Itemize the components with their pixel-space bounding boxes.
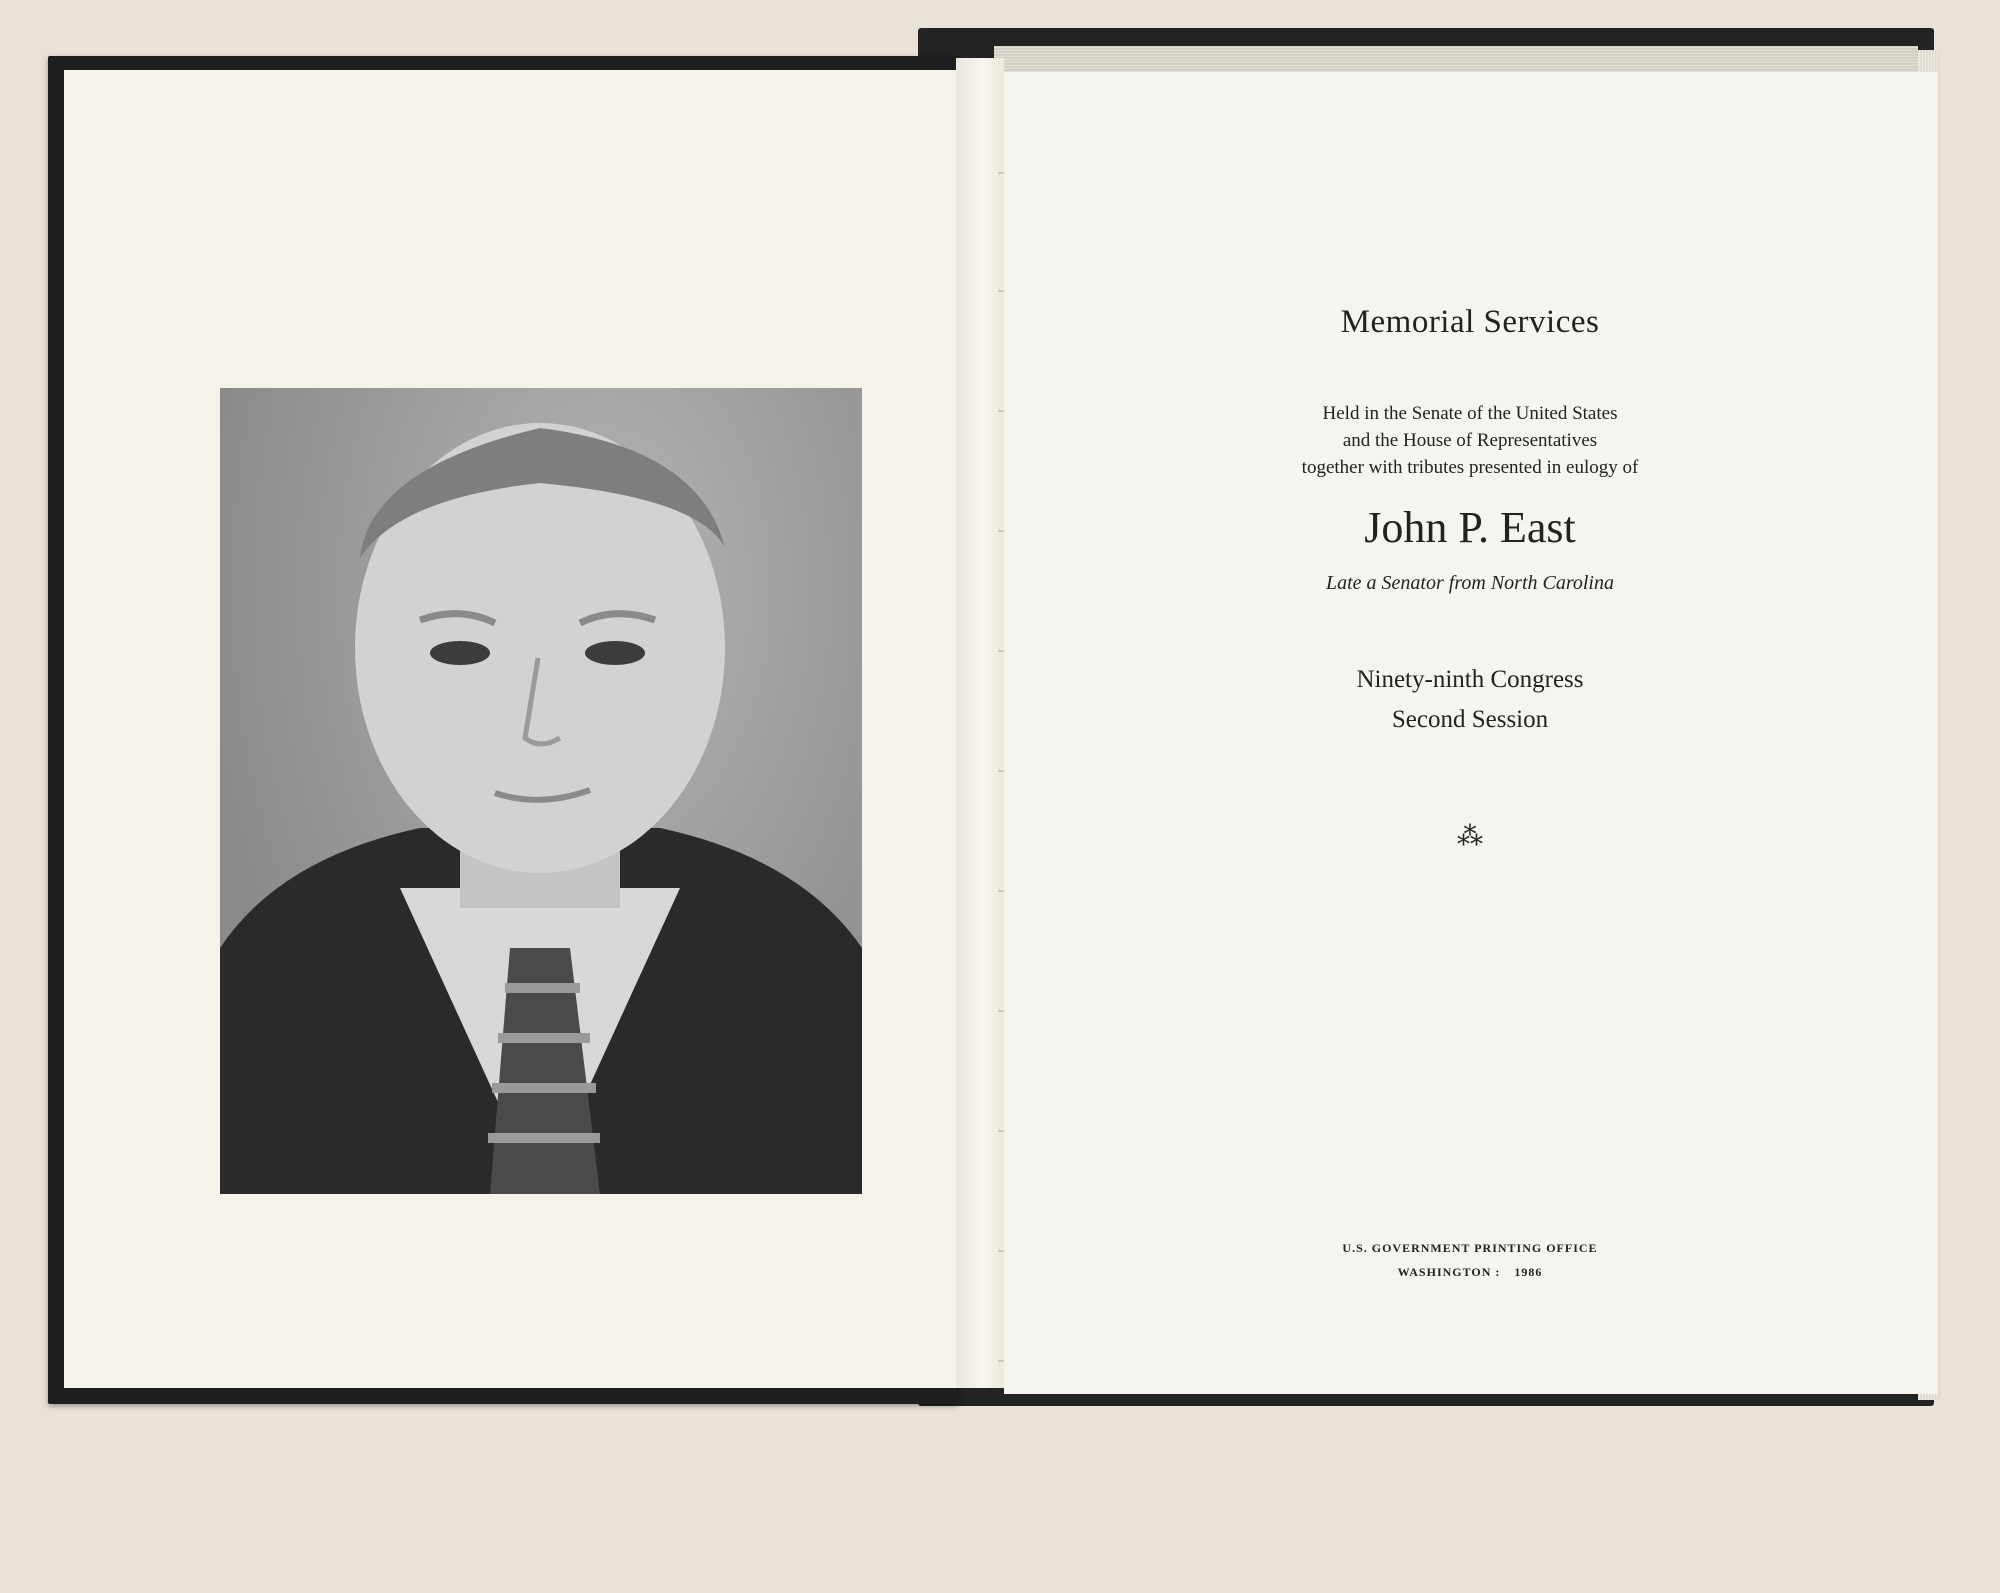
binding-stitch [998, 1360, 1004, 1362]
book-gutter [956, 58, 1004, 1388]
portrait-illustration [220, 388, 862, 1194]
held-line-2: and the House of Representatives [1342, 430, 1598, 451]
portrait-photo [220, 388, 862, 1194]
publisher-place-year [1160, 1260, 1780, 1284]
held-in-text [1160, 400, 1780, 481]
title-memorial-services: Memorial Services [1340, 304, 1600, 340]
publisher-name: U.S. GOVERNMENT PRINTING OFFICE [1342, 1241, 1598, 1255]
binding-stitch [998, 172, 1004, 174]
binding-stitch [998, 890, 1004, 892]
binding-stitch [998, 770, 1004, 772]
session-line: Second Session [1391, 706, 1549, 733]
binding-stitch [998, 410, 1004, 412]
binding-stitch [998, 1250, 1004, 1252]
congress-session [1160, 660, 1780, 740]
held-line-1: Held in the Senate of the United States [1322, 403, 1618, 424]
page-stack-top [994, 46, 1918, 74]
publisher-imprint [1160, 1236, 1780, 1284]
binding-stitch [998, 290, 1004, 292]
imprint-separator: : [1495, 1265, 1506, 1279]
binding-stitch [998, 650, 1004, 652]
held-line-3: together with tributes presented in eulogy of [1301, 457, 1639, 478]
honoree-subtitle: Late a Senator from North Carolina [1326, 572, 1614, 594]
ornament-icon: ⁂ [1457, 822, 1483, 851]
congress-line: Ninety-ninth Congress [1356, 666, 1584, 693]
honoree-name: John P. East [1364, 503, 1576, 552]
publisher-place: WASHINGTON [1397, 1265, 1492, 1279]
publisher-year: 1986 [1514, 1265, 1543, 1279]
binding-stitch [998, 1010, 1004, 1012]
binding-stitch [998, 530, 1004, 532]
binding-stitch [998, 1130, 1004, 1132]
